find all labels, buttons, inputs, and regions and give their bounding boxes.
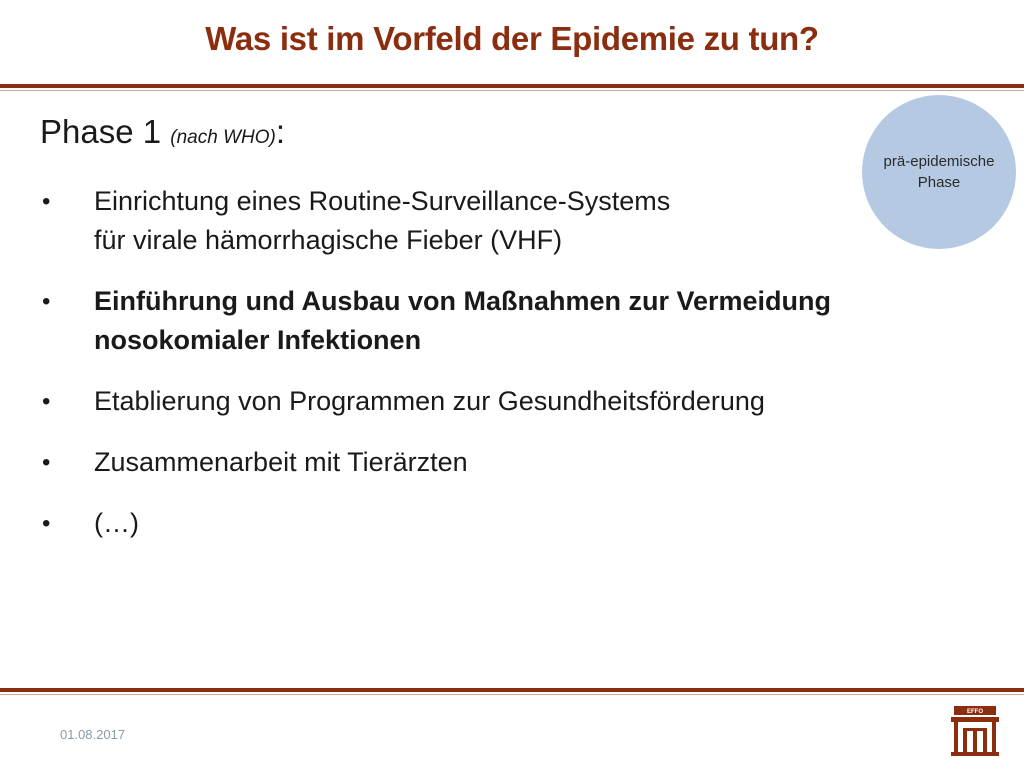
slide-title: Was ist im Vorfeld der Epidemie zu tun? <box>205 20 819 57</box>
footer-date: 01.08.2017 <box>60 727 126 742</box>
bullet-text <box>94 382 930 421</box>
bullet-item <box>40 282 930 360</box>
phase-badge <box>862 95 1016 249</box>
top-rule <box>0 84 1024 88</box>
phase-heading-colon: : <box>275 113 286 150</box>
phase-badge-line: Phase <box>917 174 961 191</box>
bullet-line: nosokomialer Infektionen <box>94 325 422 355</box>
phase-heading-main: Phase 1 <box>40 113 171 150</box>
bullet-item <box>40 504 930 543</box>
phase-heading <box>40 113 285 151</box>
bullet-dot: • <box>42 510 51 537</box>
bullet-line: (…) <box>94 508 139 538</box>
phase-badge-line: prä-epidemische <box>883 153 995 170</box>
bullet-dot: • <box>42 188 51 215</box>
bullet-text <box>94 182 930 260</box>
bullet-line: Einführung und Ausbau von Maßnahmen zur Vermeidung <box>94 286 832 316</box>
bullet-item <box>40 382 930 421</box>
bullet-item <box>40 443 930 482</box>
building-columns-logo-icon <box>951 706 999 756</box>
bullet-text <box>94 443 930 482</box>
bullet-line: für virale hämorrhagische Fieber (VHF) <box>94 225 563 255</box>
bottom-rule <box>0 688 1024 692</box>
bullet-dot: • <box>42 288 51 315</box>
bullet-text <box>94 282 930 360</box>
bullet-text <box>94 504 930 543</box>
bottom-rule-thin <box>0 694 1024 695</box>
bullet-dot: • <box>42 449 51 476</box>
phase-heading-note: (nach WHO) <box>170 127 276 148</box>
bullet-list <box>40 182 930 565</box>
logo-text: EFFO <box>967 709 983 715</box>
bullet-line: Etablierung von Programmen zur Gesundheitsförderung <box>94 386 765 416</box>
bullet-dot: • <box>42 388 51 415</box>
top-rule-thin <box>0 90 1024 91</box>
bullet-line: Einrichtung eines Routine-Surveillance-Systems <box>94 186 671 216</box>
bullet-item <box>40 182 930 260</box>
bullet-line: Zusammenarbeit mit Tierärzten <box>94 447 468 477</box>
